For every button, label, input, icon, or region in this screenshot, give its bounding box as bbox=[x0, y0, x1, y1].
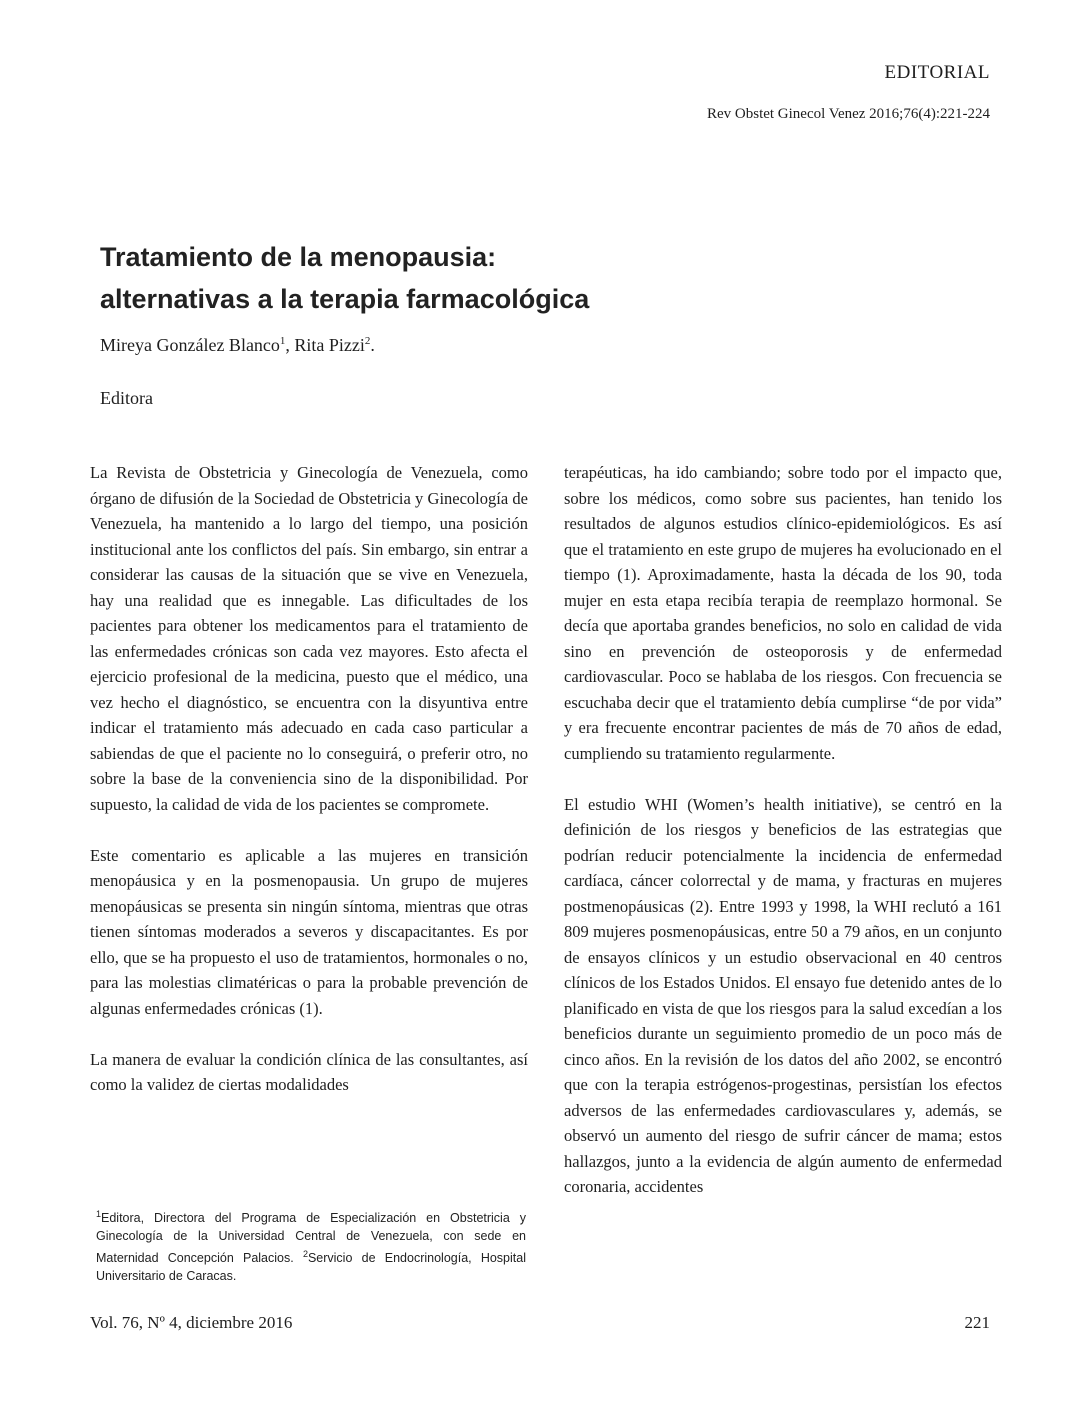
footnote-mark: 2 bbox=[302, 1249, 308, 1260]
paragraph: La manera de evaluar la condición clínica de las consultantes, así como la validez de ciertas modalidades bbox=[90, 1049, 528, 1094]
author-name: Mireya González Blanco bbox=[100, 335, 280, 355]
issue-info: Vol. 76, Nº 4, diciembre 2016 bbox=[90, 1313, 293, 1332]
paragraph: Este comentario es aplicable a las mujeres en transición menopáusica y en la posmenopausia. Un grupo de mujeres menopáusicas se presenta sin ningún síntoma, mientras que otras tienen síntomas moderados a severos y discapacitantes. Es por ello, que se ha propuesto el uso de tratamientos, hormonales o no, para las molestias climatéricas o para la probable prevención de algunas enfermedades crónicas (1). bbox=[90, 845, 528, 1018]
author-separator: , Rita Pizzi bbox=[285, 335, 365, 355]
author-affiliation-mark: 2 bbox=[364, 335, 371, 347]
title-line-2: alternativas a la terapia farmacológica bbox=[100, 284, 590, 314]
title-line-1: Tratamiento de la menopausia: bbox=[100, 242, 497, 272]
author-role: Editora bbox=[100, 388, 153, 408]
paragraph: El estudio WHI (Women’s health initiative), se centró en la definición de los riesgos y beneficios de las estrategias que podrían reducir potencialmente la incidencia de enfermedad cardíaca, cáncer colorrectal y de mama, y fracturas en mujeres postmenopáusicas (2). Entre 1993 y 1998, la WHI reclutó a 161 809 mujeres posmenopáusicas, entre 50 a 79 años, en un conjunto de ensayos clínicos y un estudio observacional en 40 centros clínicos de los Estados Unidos. El ensayo fue detenido antes de lo planificado en vista de que los riesgos para la salud excedían a los beneficios durante un seguimiento promedio de un poco más de cinco años. En la revisión de los datos del año 2002, se encontró que con la terapia estrógenos-progestinas, persistían los efectos adversos de las enfermedades cardiovasculares y, además, se observó un aumento del riesgo de sufrir cáncer de mama; estos hallazgos, junto a la evidencia de algún aumento de enfermedad coronaria, accidentes bbox=[564, 794, 1002, 1196]
body-column-right bbox=[564, 460, 1002, 1200]
paragraph: terapéuticas, ha ido cambiando; sobre todo por el impacto que, sobre los médicos, como sobre sus pacientes, han tenido los resultados de algunos estudios clínico-epidemiológicos. Es así que el tratamiento en este grupo de mujeres ha evolucionado en el tiempo (1). Aproximadamente, hasta la década de los 90, toda mujer en esta etapa recibía terapia de reemplazo hormonal. Se decía que aportaba grandes beneficios, no solo en calidad de vida sino en prevención de osteoporosis y de enfermedad cardiovascular. Poco se hablaba de los riesgos. Con frecuencia se escuchaba decir que el tratamiento debía cumplirse “de por vida” y era frecuente encontrar pacientes de más de 70 años de edad, cumpliendo su tratamiento regularmente. bbox=[564, 463, 1002, 763]
journal-citation: Rev Obstet Ginecol Venez 2016;76(4):221-224 bbox=[706, 106, 990, 122]
section-label: EDITORIAL bbox=[884, 62, 990, 83]
footnote-text: Editora, Directora del Programa de Especialización en Obstetricia y Ginecología de la Universidad Central de Venezuela, con sede en Maternidad Concepción Palacios. bbox=[96, 1211, 526, 1266]
body-column-left bbox=[90, 460, 528, 1098]
article-title bbox=[100, 236, 820, 320]
page-number: 221 bbox=[964, 1313, 990, 1332]
footnote-mark: 1 bbox=[96, 1209, 102, 1219]
paragraph: La Revista de Obstetricia y Ginecología de Venezuela, como órgano de difusión de la Sociedad de Obstetricia y Ginecología de Venezuela, ha mantenido a lo largo del tiempo, una posición institucional ante los conflictos del país. Sin embargo, sin entrar a considerar las causas de la situación que se vive en Venezuela, hay una realidad que es innegable. Las dificultades de los pacientes para obtener los medicamentos para el tratamiento de las enfermedades crónicas son cada vez mayores. Esto afecta el ejercicio profesional de la medicina, puesto que el médico, una vez hecho el diagnóstico, se encuentra con la disyuntiva entre indicar el tratamiento más adecuado en cada caso particular a sabiendas de que el paciente no lo conseguirá, o preferir otro, no sobre la base de la conveniencia sino de la disponibilidad. Por supuesto, la calidad de vida de los pacientes se compromete. bbox=[90, 463, 528, 814]
footnote-text: Servicio de Endocrinología, Hospital Universitario de Caracas. bbox=[96, 1251, 526, 1284]
affiliation-footnote bbox=[96, 1205, 526, 1285]
author-end: . bbox=[370, 335, 375, 355]
authors bbox=[100, 335, 375, 356]
author-affiliation-mark: 1 bbox=[279, 335, 286, 347]
